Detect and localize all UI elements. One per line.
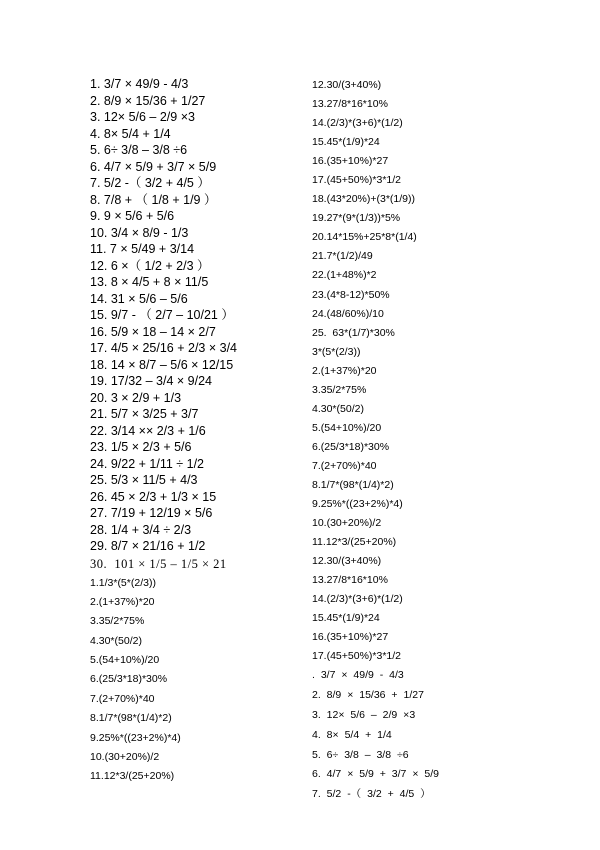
problem-line: 3. 12× 5/6 – 2/9 ×3 (90, 110, 195, 124)
problem-line: 17.(45+50%)*3*1/2 (312, 650, 402, 663)
problem-line: 5.(54+10%)/20 (312, 421, 382, 434)
problem-line: 21. 5/7 × 3/25 + 3/7 (90, 407, 199, 421)
problem-line: 21.7*(1/2)/49 (312, 250, 373, 263)
problem-line: 26. 45 × 2/3 + 1/3 × 15 (90, 489, 217, 504)
problem-line: 13. 8 × 4/5 + 8 × 11/5 (90, 275, 209, 289)
problem-line: 5. 6÷ 3/8 – 3/8 ÷6 (312, 748, 409, 761)
problem-line: 28. 1/4 + 3/4 ÷ 2/3 (90, 522, 192, 537)
problem-line: 9. 9 × 5/6 + 5/6 (90, 209, 175, 223)
problem-line: 14.(2/3)*(3+6)*(1/2) (312, 593, 403, 606)
problem-line: 14. 31 × 5/6 – 5/6 (90, 291, 188, 306)
problem-line: 2.(1+37%)*20 (312, 364, 377, 377)
problem-line: 5. 6÷ 3/8 – 3/8 ÷6 (90, 143, 188, 157)
problem-line: 12.30/(3+40%) (312, 79, 382, 91)
problem-list-g (312, 666, 592, 805)
problem-line: 4.30*(50/2) (312, 402, 364, 415)
problem-list-a (90, 76, 305, 555)
problem-list-b (90, 574, 305, 787)
problem-line: 14.(2/3)*(3+6)*(1/2) (312, 117, 403, 130)
problem-line: 24. 9/22 + 1/11 ÷ 1/2 (90, 456, 205, 471)
problem-line: 8.1/7*(98*(1/4)*2) (90, 712, 172, 725)
problem-line: 7.(2+70%)*40 (90, 692, 155, 705)
problem-line: 6. 4/7 × 5/9 + 3/7 × 5/9 (312, 768, 439, 781)
problem-line: 16.(35+10%)*27 (312, 631, 389, 644)
problem-line: 1. 3/7 × 49/9 - 4/3 (90, 77, 189, 91)
problem-line: 3. 12× 5/6 – 2/9 ×3 (312, 709, 416, 722)
problem-line: 6.(25/3*18)*30% (90, 673, 168, 686)
problem-line: 18. 14 × 8/7 – 5/6 × 12/15 (90, 357, 234, 372)
problem-line: 22.(1+48%)*2 (312, 269, 377, 282)
problem-line: 7.(2+70%)*40 (312, 459, 377, 472)
problem-line: 20. 3 × 2/9 + 1/3 (90, 390, 182, 405)
left-column (90, 76, 305, 787)
problem-line: 12. 6 ×（ 1/2 + 2/3 ） (90, 258, 210, 273)
problem-line: 7. 5/2 -（ 3/2 + 4/5 ） (312, 788, 431, 801)
problem-line: 23.(4*8-12)*50% (312, 288, 390, 301)
problem-line: 10.(30+20%)/2 (90, 751, 160, 764)
problem-line: 13.27/8*16*10% (312, 574, 388, 587)
problem-line: 17. 4/5 × 25/16 + 2/3 × 3/4 (90, 341, 237, 355)
problem-line: 8.1/7*(98*(1/4)*2) (312, 478, 394, 491)
problem-line: 11.12*3/(25+20%) (90, 770, 175, 783)
problem-line: 29. 8/7 × 21/16 + 1/2 (90, 539, 206, 553)
problem-line: 18.(43*20%)+(3*(1/9)) (312, 193, 416, 206)
right-column (312, 76, 592, 805)
problem-line: 7. 5/2 -（ 3/2 + 4/5 ） (90, 176, 210, 190)
problem-line: 2. 8/9 × 15/36 + 1/27 (90, 93, 206, 108)
problem-line: 24.(48/60%)/10 (312, 307, 384, 320)
problem-line: . 3/7 × 49/9 - 4/3 (312, 669, 404, 682)
problem-line: 5.(54+10%)/20 (90, 654, 160, 667)
problem-line: 6. 4/7 × 5/9 + 3/7 × 5/9 (90, 159, 217, 174)
problem-line: 15. 9/7 - （ 2/7 – 10/21 ） (90, 308, 234, 322)
problem-line: 11.12*3/(25+20%) (312, 536, 397, 549)
problem-line: 4. 8× 5/4 + 1/4 (312, 728, 392, 741)
problem-line: 4. 8× 5/4 + 1/4 (90, 126, 171, 141)
problem-line: 6.(25/3*18)*30% (312, 440, 390, 453)
problem-line: 17.(45+50%)*3*1/2 (312, 174, 402, 187)
problem-line: 3.35/2*75% (312, 383, 367, 396)
problem-line: 20.14*15%+25*8*(1/4) (312, 231, 417, 244)
problem-line: 22. 3/14 ×× 2/3 + 1/6 (90, 423, 206, 438)
problem-line: 3.35/2*75% (90, 615, 145, 628)
problem-line: 3*(5*(2/3)) (312, 345, 361, 358)
problem-line: 16.(35+10%)*27 (312, 155, 389, 168)
problem-line: 10.(30+20%)/2 (312, 517, 382, 530)
problem-line: 1.1/3*(5*(2/3)) (90, 576, 156, 589)
problem-line: 2.(1+37%)*20 (90, 595, 155, 608)
problem-line: 25. 5/3 × 11/5 + 4/3 (90, 473, 198, 487)
problem-line: 11. 7 × 5/49 + 3/14 (90, 242, 195, 256)
problem-line: 27. 7/19 + 12/19 × 5/6 (90, 506, 213, 520)
problem-line: 16. 5/9 × 18 – 14 × 2/7 (90, 324, 216, 339)
problem-line: 12.30/(3+40%) (312, 555, 382, 568)
problem-line: 13.27/8*16*10% (312, 98, 388, 111)
problem-30-line: 30. 101 × 1/5 – 1/5 × 21 (90, 556, 227, 571)
problem-list-r (312, 76, 592, 666)
problem-line: 9.25%*((23+2%)*4) (312, 498, 403, 511)
problem-line: 2. 8/9 × 15/36 + 1/27 (312, 689, 424, 702)
problem-line: 15.45*(1/9)*24 (312, 136, 380, 149)
problem-line: 25. 63*(1/7)*30% (312, 326, 395, 339)
problem-line: 23. 1/5 × 2/3 + 5/6 (90, 440, 192, 454)
problem-line: 10. 3/4 × 8/9 - 1/3 (90, 225, 189, 240)
problem-line: 9.25%*((23+2%)*4) (90, 731, 181, 744)
problem-line: 19. 17/32 – 3/4 × 9/24 (90, 374, 212, 388)
problem-line: 15.45*(1/9)*24 (312, 612, 380, 625)
problem-line: 8. 7/8 + （ 1/8 + 1/9 ） (90, 192, 217, 207)
problem-line: 4.30*(50/2) (90, 634, 142, 647)
problem-line: 19.27*(9*(1/3))*5% (312, 212, 401, 225)
